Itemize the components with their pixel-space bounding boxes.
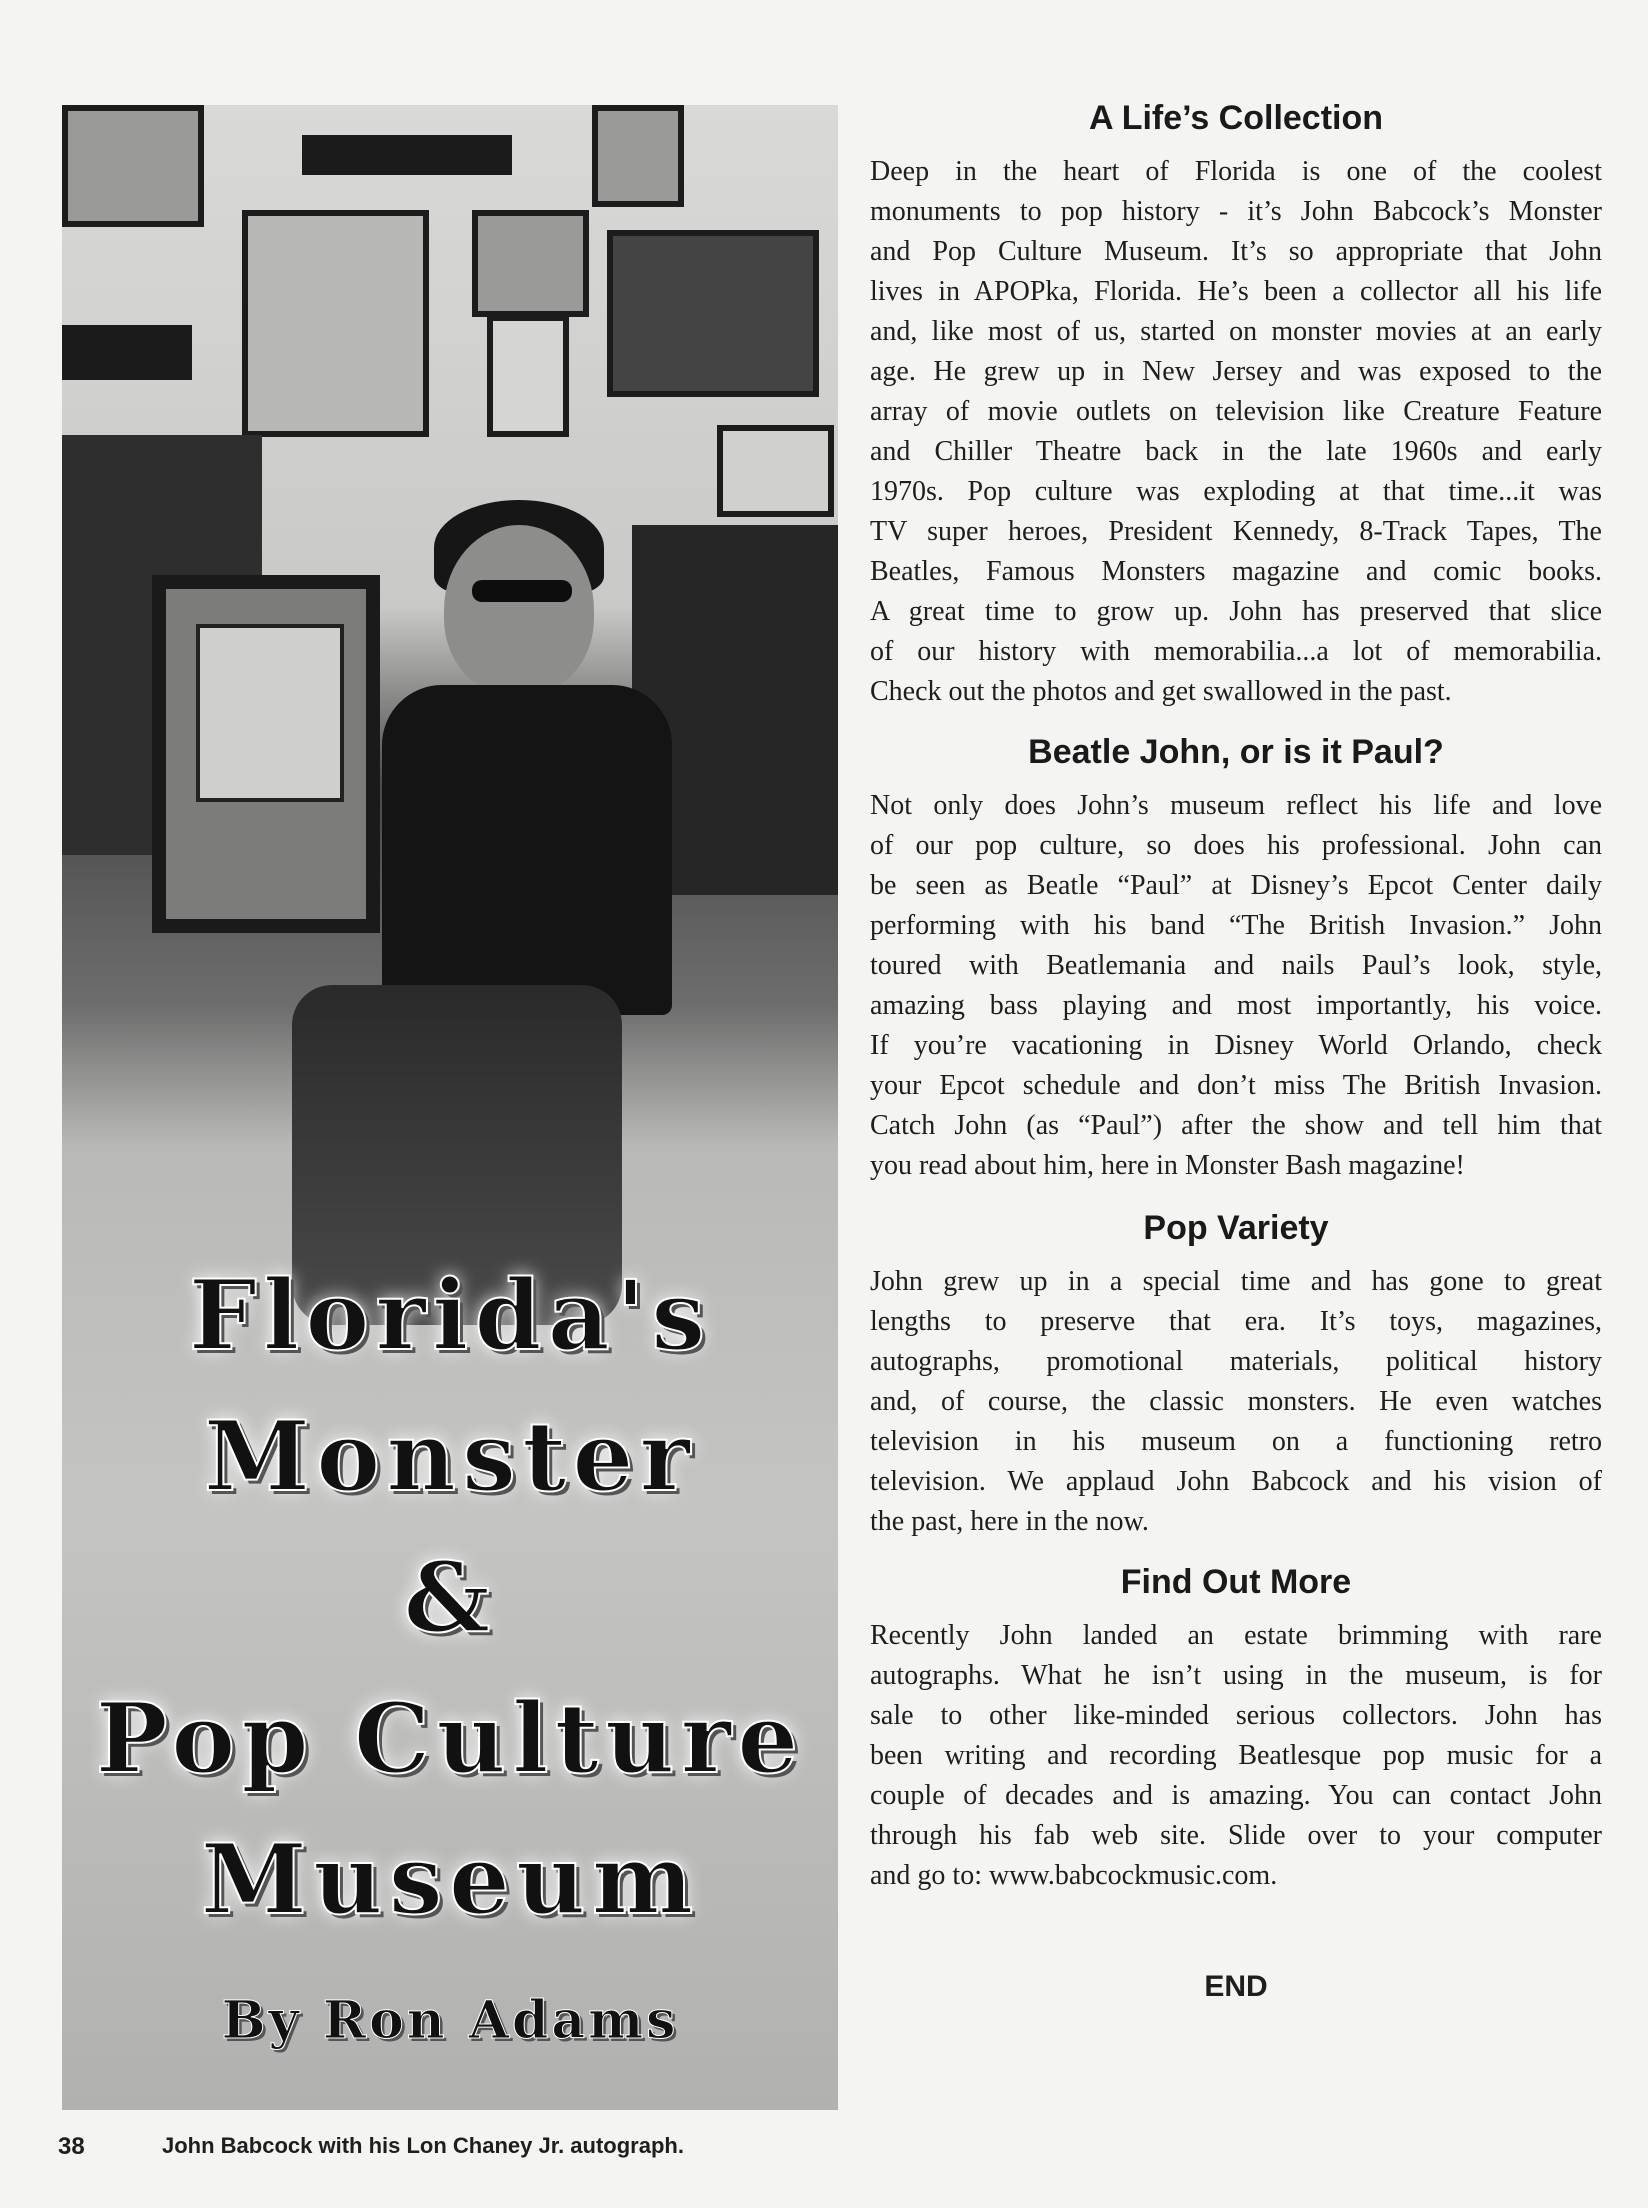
sunglasses [472, 580, 572, 602]
paragraph-line: TV super heroes, President Kennedy, 8-Track Tapes, The [870, 516, 1602, 547]
paragraph-line: autographs, promotional materials, political history [870, 1346, 1602, 1377]
lon-chaney-portrait [196, 624, 344, 802]
paragraph-line: toured with Beatlemania and nails Paul’s look, style, [870, 950, 1602, 981]
paragraph-line: through his fab web site. Slide over to your computer [870, 1820, 1602, 1851]
paragraph-line: and go to: www.babcockmusic.com. [870, 1860, 1278, 1891]
paragraph-line: and Chiller Theatre back in the late 1960s and early [870, 436, 1602, 467]
paragraph-line: autographs. What he isn’t using in the museum, is for [870, 1660, 1602, 1691]
byline: By Ron Adams [221, 1990, 679, 2051]
paragraph-line: television in his museum on a functioning retro [870, 1426, 1602, 1457]
section-lifes-collection [870, 96, 1602, 712]
wall-shelf [302, 135, 512, 175]
framed-photo [592, 105, 684, 207]
framed-display [242, 210, 429, 437]
paragraph-line: Recently John landed an estate brimming with rare [870, 1620, 1602, 1651]
person-torso [382, 685, 672, 1015]
paragraph-line: and, of course, the classic monsters. He even watches [870, 1386, 1602, 1417]
paragraph-line: your Epcot schedule and don’t miss The British Invasion. [870, 1070, 1602, 1101]
paragraph-line: A great time to grow up. John has preserved that slice [870, 596, 1602, 627]
paragraph-line: If you’re vacationing in Disney World Orlando, check [870, 1030, 1602, 1061]
article-title [62, 1245, 838, 2051]
title-line: Florida's [188, 1259, 712, 1372]
paragraph-line: amazing bass playing and most importantly, his voice. [870, 990, 1602, 1021]
section-find-out-more [870, 1560, 1602, 1896]
section-heading: Find Out More [1120, 1563, 1352, 1601]
section-heading: Pop Variety [1143, 1209, 1329, 1247]
paragraph-line: array of movie outlets on television like Creature Feature [870, 396, 1602, 427]
title-line: & [403, 1541, 497, 1654]
paragraph-line: television. We applaud John Babcock and his vision of [870, 1466, 1602, 1497]
framed-photo [472, 210, 589, 317]
paragraph-line: of our history with memorabilia...a lot of memorabilia. [870, 636, 1602, 667]
paragraph-line: monuments to pop history - it’s John Babcock’s Monster [870, 196, 1602, 227]
paragraph-line: Beatles, Famous Monsters magazine and comic books. [870, 556, 1602, 587]
title-line: Monster [203, 1400, 697, 1513]
framed-autograph [152, 575, 380, 933]
wall-shelf [62, 325, 192, 380]
article-photo [62, 105, 838, 2110]
paragraph-line: Deep in the heart of Florida is one of the coolest [870, 156, 1602, 187]
paragraph-line: 1970s. Pop culture was exploding at that time...it was [870, 476, 1602, 507]
paragraph-line: be seen as Beatle “Paul” at Disney’s Epcot Center daily [870, 870, 1602, 901]
page-number: 38 [58, 2133, 85, 2160]
paragraph-line: sale to other like-minded serious collectors. John has [870, 1700, 1602, 1731]
paragraph-line: the past, here in the now. [870, 1506, 1149, 1537]
paragraph-line: Check out the photos and get swallowed in the past. [870, 676, 1452, 707]
section-beatle-john [870, 730, 1602, 1186]
title-line: Pop Culture [95, 1682, 805, 1795]
end-marker: END [1204, 1970, 1268, 2003]
paragraph-line: and Pop Culture Museum. It’s so appropriate that John [870, 236, 1602, 267]
paragraph-line: and, like most of us, started on monster movies at an early [870, 316, 1602, 347]
paragraph-line: lives in APOPka, Florida. He’s been a collector all his life [870, 276, 1602, 307]
paragraph-line: John grew up in a special time and has gone to great [870, 1266, 1602, 1297]
title-line: Museum [200, 1823, 700, 1936]
paragraph-line: Not only does John’s museum reflect his life and love [870, 790, 1602, 821]
paragraph-line: performing with his band “The British Invasion.” John [870, 910, 1602, 941]
section-heading: A Life’s Collection [1088, 99, 1384, 137]
paragraph-line: couple of decades and is amazing. You can contact John [870, 1780, 1602, 1811]
paragraph-line: been writing and recording Beatlesque pop music for a [870, 1740, 1602, 1771]
paragraph-line: you read about him, here in Monster Bash magazine! [870, 1150, 1465, 1181]
section-pop-variety [870, 1206, 1602, 1542]
photo-caption: John Babcock with his Lon Chaney Jr. autograph. [162, 2133, 684, 2158]
framed-photo [717, 425, 834, 517]
paragraph-line: of our pop culture, so does his professional. John can [870, 830, 1602, 861]
memorabilia-case [607, 230, 819, 397]
wall-picture [62, 105, 204, 227]
person-face [444, 525, 594, 695]
section-heading: Beatle John, or is it Paul? [1028, 733, 1444, 771]
paragraph-line: lengths to preserve that era. It’s toys, magazines, [870, 1306, 1602, 1337]
framed-certificate [487, 315, 569, 437]
paragraph-line: age. He grew up in New Jersey and was exposed to the [870, 356, 1602, 387]
paragraph-line: Catch John (as “Paul”) after the show and tell him that [870, 1110, 1602, 1141]
